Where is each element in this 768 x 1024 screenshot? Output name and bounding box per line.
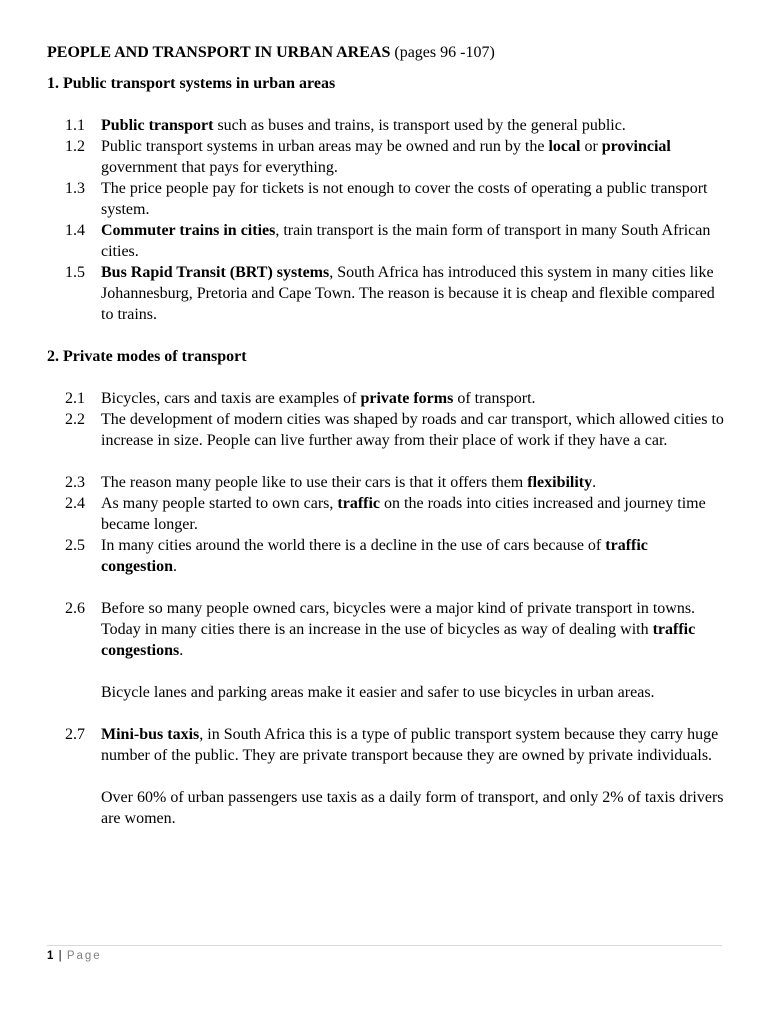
bold-term: Commuter trains in cities (101, 222, 276, 239)
page-label: Page (66, 950, 102, 962)
title-pages: (pages 96 -107) (390, 44, 495, 61)
list-spacer (47, 703, 727, 724)
list-item (47, 493, 727, 535)
bold-term: private forms (360, 390, 454, 407)
list-item (47, 178, 727, 220)
document-title (47, 42, 727, 63)
text-run: The development of modern cities was shaped by roads and car transport, which allowed cities to increase in size. People can live further away from their place of work if they have a car. (101, 411, 724, 449)
bold-term: Mini-bus taxis (101, 726, 200, 743)
item-number: 2.2 (65, 411, 85, 428)
text-run: Bicycles, cars and taxis are examples of (101, 390, 361, 407)
text-run: . (173, 558, 177, 575)
text-run: Public transport systems in urban areas may be owned and run by the (101, 138, 549, 155)
list-item (47, 388, 727, 409)
list-spacer (47, 766, 727, 787)
list-item (47, 136, 727, 178)
list-spacer (47, 661, 727, 682)
item-number: 1.2 (65, 138, 85, 155)
bold-term: provincial (601, 138, 671, 155)
page-footer (47, 945, 722, 964)
section-2-list (47, 388, 727, 829)
list-spacer (47, 577, 727, 598)
text-run: , South Africa has introduced this system in many cities like Johannesburg, Pretoria and Cape Town. The reason is because it is cheap and flexible compared to trains. (101, 264, 715, 323)
item-text (101, 409, 727, 451)
bold-term: traffic congestion (101, 537, 648, 575)
section-2-heading: 2. Private modes of transport (47, 348, 247, 365)
text-run: or (580, 138, 602, 155)
text-run: . (592, 474, 597, 491)
item-text (101, 493, 727, 535)
text-run: of transport. (453, 390, 536, 407)
list-item (47, 472, 727, 493)
text-run: on the roads into cities increased and journey time became longer. (101, 495, 706, 533)
bold-term: Public transport (101, 117, 214, 134)
item-subparagraph: Bicycle lanes and parking areas make it easier and safer to use bicycles in urban areas. (101, 684, 655, 701)
title-main: PEOPLE AND TRANSPORT IN URBAN AREAS (47, 44, 391, 61)
list-item (47, 409, 727, 451)
page-number: 1 (47, 950, 54, 962)
list-item (47, 115, 727, 136)
document-page (47, 42, 727, 829)
list-spacer (47, 451, 727, 472)
list-item (47, 220, 727, 262)
bold-term: Bus Rapid Transit (BRT) systems (101, 264, 330, 281)
item-text (101, 388, 727, 409)
item-text (101, 262, 727, 325)
item-text (101, 535, 727, 577)
item-number: 2.1 (65, 390, 85, 407)
item-number: 2.6 (65, 600, 85, 617)
item-number: 2.7 (65, 726, 85, 743)
section-1-list (47, 115, 727, 325)
text-run: government that pays for everything. (101, 159, 338, 176)
text-run: As many people started to own cars, (101, 495, 338, 512)
bold-term: traffic (337, 495, 381, 512)
item-number: 2.5 (65, 537, 85, 554)
text-run: In many cities around the world there is a decline in the use of cars because of (101, 537, 606, 554)
item-text (101, 220, 727, 262)
text-run: . (179, 642, 184, 659)
item-number: 1.5 (65, 264, 85, 281)
text-run: The reason many people like to use their cars is that it offers them (101, 474, 528, 491)
item-number: 1.1 (65, 117, 85, 134)
item-text (101, 178, 727, 220)
footer-separator: | (58, 950, 62, 962)
text-run: such as buses and trains, is transport used by the general public. (213, 117, 626, 134)
section-1-heading: 1. Public transport systems in urban areas (47, 75, 336, 92)
list-item (47, 535, 727, 577)
bold-term: flexibility (527, 474, 593, 491)
bold-term: traffic congestions (101, 621, 696, 659)
bold-term: local (548, 138, 581, 155)
item-number: 2.3 (65, 474, 85, 491)
text-run: , in South Africa this is a type of public transport system because they carry huge number of the public. They are private transport because they are owned by private individuals. (101, 726, 719, 764)
list-item (47, 262, 727, 325)
item-text (101, 472, 727, 493)
item-number: 1.3 (65, 180, 85, 197)
text-run: Before so many people owned cars, bicycles were a major kind of private transport in towns. Today in many cities there is an increase in the use of bicycles as way of dealing with (101, 600, 696, 638)
item-text (101, 136, 727, 178)
list-item (47, 724, 727, 766)
item-number: 2.4 (65, 495, 85, 512)
list-item (47, 598, 727, 661)
item-text (101, 724, 727, 766)
text-run: The price people pay for tickets is not enough to cover the costs of operating a public transport system. (101, 180, 708, 218)
item-subparagraph: Over 60% of urban passengers use taxis as a daily form of transport, and only 2% of taxis drivers are women. (101, 789, 724, 827)
item-text (101, 115, 727, 136)
item-number: 1.4 (65, 222, 85, 239)
item-text (101, 598, 727, 661)
text-run: , train transport is the main form of transport in many South African cities. (101, 222, 711, 260)
